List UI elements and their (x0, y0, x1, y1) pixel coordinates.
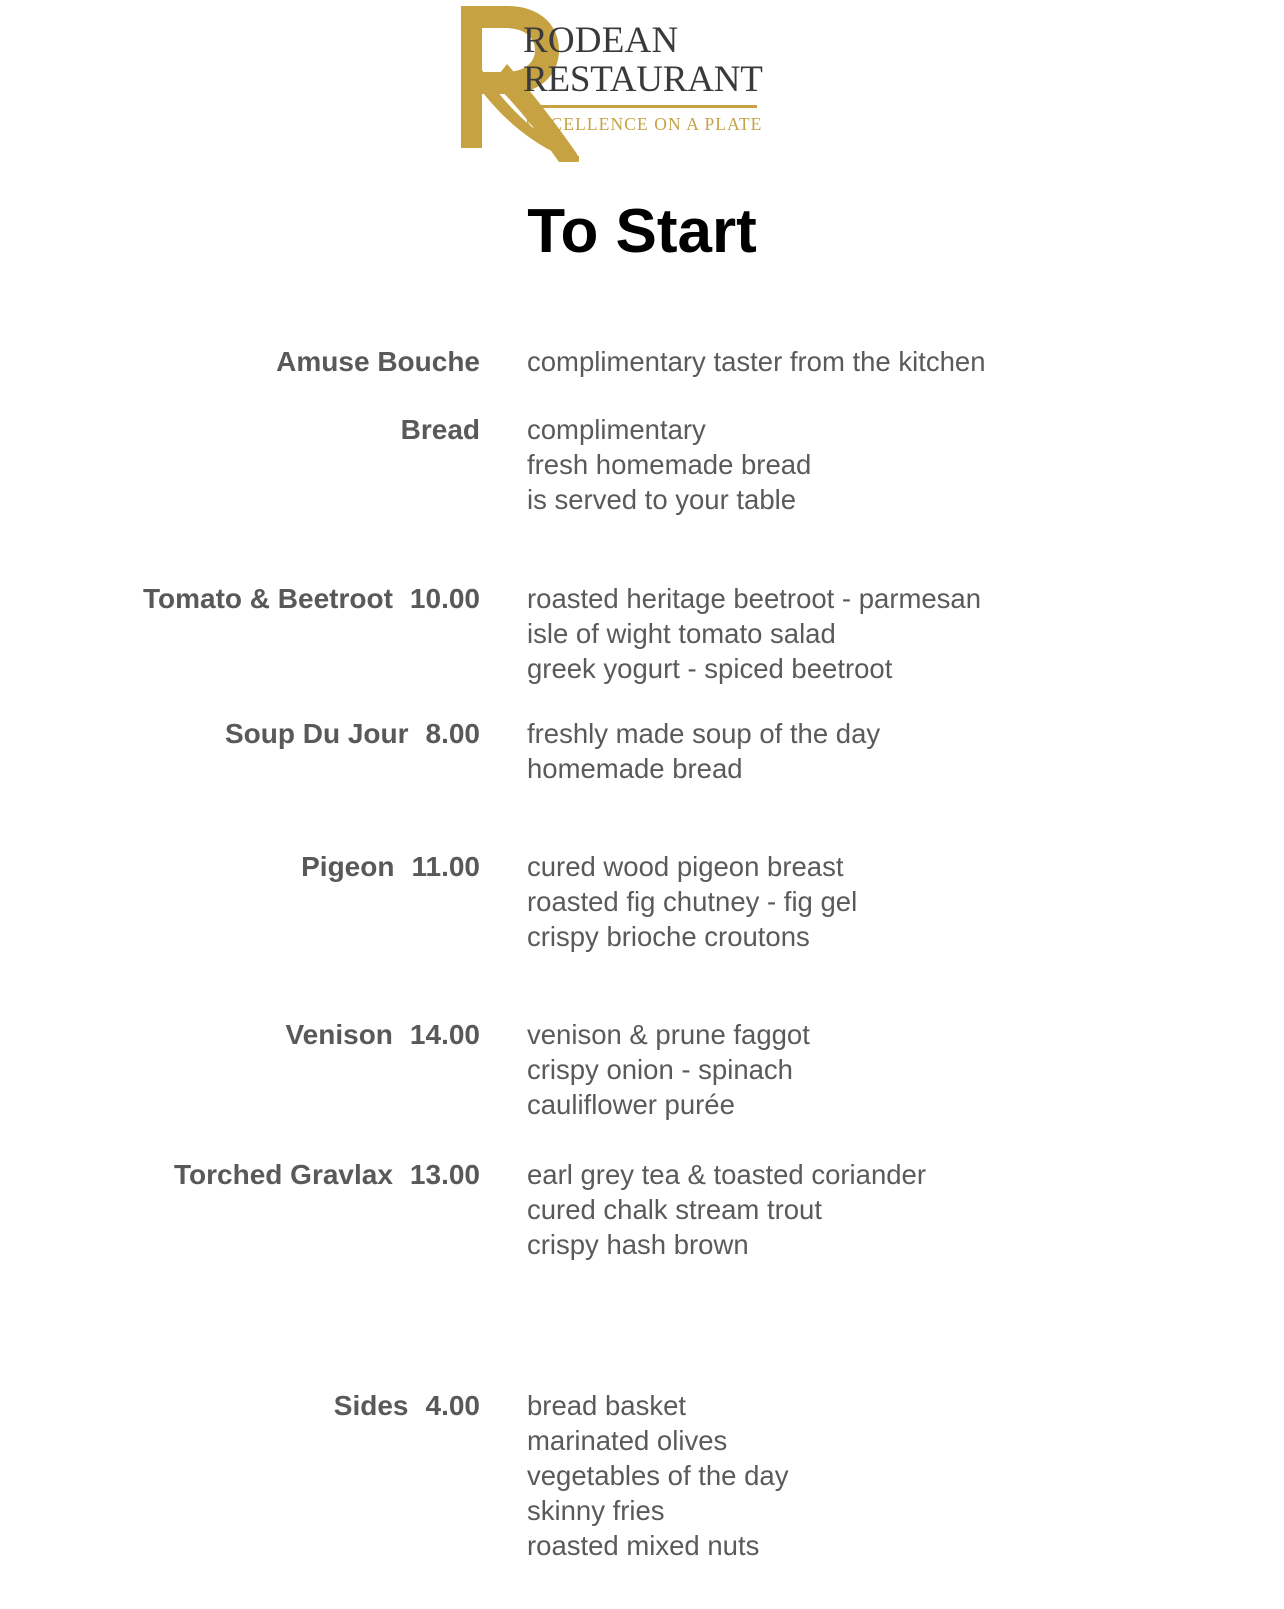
menu-item-row (0, 412, 1284, 517)
menu-item-label (0, 412, 480, 447)
menu-item-description (480, 412, 1284, 517)
menu-item-description-line: complimentary taster from the kitchen (527, 346, 986, 377)
menu-item-description-line: skinny fries (527, 1495, 665, 1526)
menu-item-description (480, 344, 1284, 379)
menu-item-name: Soup Du Jour (224, 718, 409, 749)
menu-item-name: Venison (285, 1019, 393, 1050)
menu-item-name: Tomato & Beetroot (143, 583, 393, 614)
menu-item-description-line: crispy hash brown (527, 1229, 749, 1260)
menu-item-description-line: roasted heritage beetroot - parmesan (527, 583, 982, 614)
menu-item-label (0, 1157, 480, 1192)
restaurant-logo (449, 4, 789, 164)
menu-item-description-line: crispy brioche croutons (527, 921, 810, 952)
menu-item-description-line: isle of wight tomato salad (527, 618, 836, 649)
menu-item-row (0, 1388, 1284, 1563)
menu-item-label (0, 716, 480, 751)
menu-item-description (480, 849, 1284, 954)
menu-item-name: Amuse Bouche (276, 346, 480, 377)
menu-item-label (0, 849, 480, 884)
menu-item-label (0, 1388, 480, 1423)
menu-item-description (480, 716, 1284, 786)
menu-item-description (480, 581, 1284, 686)
menu-item-price: 14.00 (409, 1019, 480, 1050)
menu-section-to-start (0, 344, 1284, 1563)
menu-item-name: Torched Gravlax (174, 1159, 393, 1190)
menu-item-label (0, 581, 480, 616)
menu-item-description-line: crispy onion - spinach (527, 1054, 793, 1085)
menu-item-description-line: venison & prune faggot (527, 1019, 810, 1050)
menu-item-row (0, 1017, 1284, 1122)
menu-item-description (480, 1157, 1284, 1262)
logo-line-rodean: RODEAN (523, 20, 679, 61)
menu-item-description-line: is served to your table (527, 484, 797, 515)
menu-item-price: 10.00 (409, 583, 480, 614)
menu-item-description-line: cauliflower purée (527, 1089, 735, 1120)
menu-item-price: 4.00 (425, 1390, 480, 1421)
menu-item-description (480, 1017, 1284, 1122)
menu-item-description-line: earl grey tea & toasted coriander (527, 1159, 926, 1190)
menu-item-row (0, 716, 1284, 786)
menu-item-name: Sides (333, 1390, 409, 1421)
menu-item-row (0, 849, 1284, 954)
menu-item-description-line: fresh homemade bread (527, 449, 812, 480)
menu-item-label (0, 344, 480, 379)
menu-item-description-line: marinated olives (527, 1425, 728, 1456)
menu-item-description-line: bread basket (527, 1390, 686, 1421)
menu-item-row (0, 344, 1284, 379)
menu-item-description-line: cured wood pigeon breast (527, 851, 844, 882)
menu-item-description-line: homemade bread (527, 753, 743, 784)
logo-tagline: EXCELLENCE ON A PLATE (525, 114, 763, 134)
menu-item-description-line: freshly made soup of the day (527, 718, 881, 749)
menu-item-label (0, 1017, 480, 1052)
menu-item-description-line: complimentary (527, 414, 706, 445)
menu-item-description-line: roasted mixed nuts (527, 1530, 760, 1561)
menu-item-row (0, 581, 1284, 686)
menu-item-description (480, 1388, 1284, 1563)
page-title: To Start (527, 197, 757, 266)
menu-item-description-line: cured chalk stream trout (527, 1194, 822, 1225)
logo-wordmark (523, 22, 785, 135)
logo-divider (525, 105, 757, 108)
menu-item-row (0, 1157, 1284, 1262)
menu-item-price: 8.00 (425, 718, 480, 749)
menu-item-description-line: vegetables of the day (527, 1460, 789, 1491)
menu-item-price: 11.00 (411, 851, 480, 882)
menu-item-description-line: roasted fig chutney - fig gel (527, 886, 858, 917)
menu-item-price: 13.00 (409, 1159, 480, 1190)
menu-item-name: Bread (400, 414, 480, 445)
menu-item-name: Pigeon (301, 851, 395, 882)
menu-item-description-line: greek yogurt - spiced beetroot (527, 653, 893, 684)
logo-line-restaurant: RESTAURANT (523, 59, 763, 100)
